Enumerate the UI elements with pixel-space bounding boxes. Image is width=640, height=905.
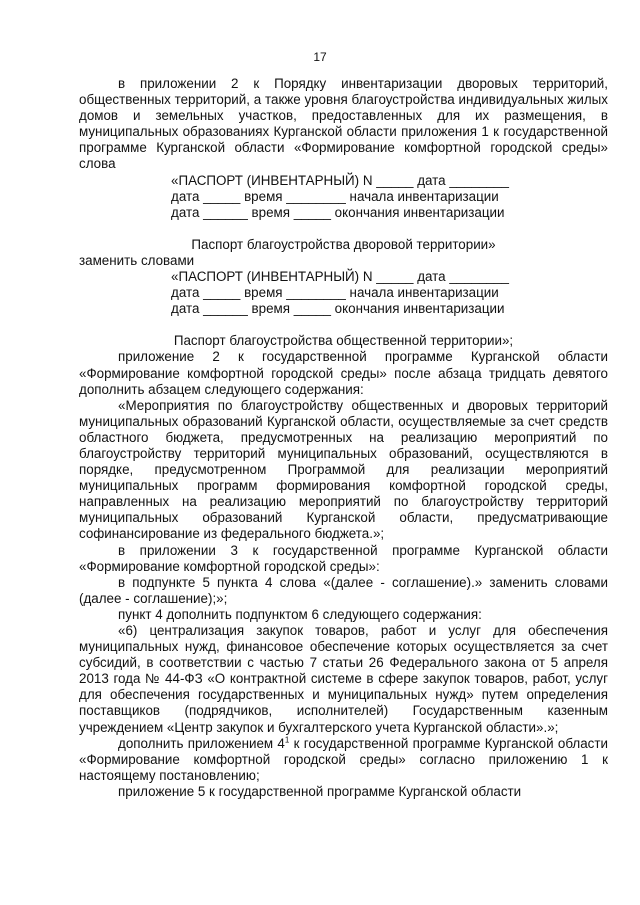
paragraph-appendix5: приложение 5 к государственной программе Курганской области bbox=[118, 783, 522, 799]
appendix4-text-after: к государственной программе Курганской области «Формирование комфортной городской среды» согласно приложению 1 к настоящему постановлению; bbox=[79, 735, 608, 783]
passport-end-line: дата ______ время _____ окончания инвентаризации bbox=[171, 301, 505, 317]
paragraph-subclause5: в подпункте 5 пункта 4 слова «(далее - соглашение).» заменить словами (далее - соглашение);»; bbox=[79, 574, 608, 606]
appendix4-text-before: дополнить приложением 4 bbox=[118, 735, 285, 751]
replace-with-label: заменить словами bbox=[79, 252, 195, 268]
paragraph-appendix2-program: приложение 2 к государственной программе Курганской области «Формирование комфортной городской среды» после абзаца тридцать девятого дополнить абзацем следующего содержания: bbox=[79, 349, 608, 397]
page-number: 17 bbox=[313, 50, 327, 64]
paragraph-appendix3: в приложении 3 к государственной программе Курганской области «Формирование комфортной городской среды»: bbox=[79, 542, 608, 574]
passport-heading-line: «ПАСПОРТ (ИНВЕНТАРНЫЙ) N _____ дата ________ bbox=[171, 269, 509, 285]
paragraph-clause4: пункт 4 дополнить подпунктом 6 следующего содержания: bbox=[118, 606, 482, 622]
passport-public-title: Паспорт благоустройства общественной территории»; bbox=[173, 333, 514, 349]
paragraph-appendix2-amendment: в приложении 2 к Порядку инвентаризации дворовых территорий, общественных территорий, а также уровня благоустройства индивидуальных жилых домов и земельных участков, предоставленных для их размещения, в муниципальных образованиях Курганской области приложения 1 к государственной программе Курганской области «Формирование комфортной городской среды» слова bbox=[79, 76, 608, 172]
superscript-one: 1 bbox=[284, 735, 290, 745]
passport-yard-title: Паспорт благоустройства дворовой территории» bbox=[191, 236, 496, 252]
document-body bbox=[79, 76, 608, 800]
paragraph-appendix4-1 bbox=[79, 736, 608, 784]
passport-start-line: дата _____ время ________ начала инвентаризации bbox=[171, 188, 499, 204]
paragraph-subclause6: «6) централизация закупок товаров, работ и услуг для обеспечения муниципальных нужд, финансовое обеспечение которых осуществляется за счет субсидий, в соответствии с частью 7 статьи 26 Федерального закона от 5 апреля 2013 года № 44-ФЗ «О контрактной системе в сфере закупок товаров, работ, услуг для обеспечения государственных и муниципальных нужд» путем определения поставщиков (подрядчиков, исполнителей) Государственным казенным учреждением «Центр закупок и бухгалтерского учета Курганской области».»; bbox=[79, 623, 608, 735]
passport-heading-line: «ПАСПОРТ (ИНВЕНТАРНЫЙ) N _____ дата ________ bbox=[171, 172, 509, 188]
paragraph-measures: «Мероприятия по благоустройству общественных и дворовых территорий муниципальных образований Курганской области, осуществляемые за счет средств областного бюджета, предусмотренных на реализацию мероприятий по благоустройству территорий муниципальных образований, осуществляются в порядке, предусмотренном Программой для реализации мероприятий муниципальных программ формирования комфортной городской среды, направленных на реализацию мероприятий по благоустройству территорий муниципальных образований Курганской области, предусматривающие софинансирование из федерального бюджета.»; bbox=[79, 397, 608, 542]
passport-end-line: дата ______ время _____ окончания инвентаризации bbox=[171, 204, 505, 220]
passport-start-line: дата _____ время ________ начала инвентаризации bbox=[171, 285, 499, 301]
